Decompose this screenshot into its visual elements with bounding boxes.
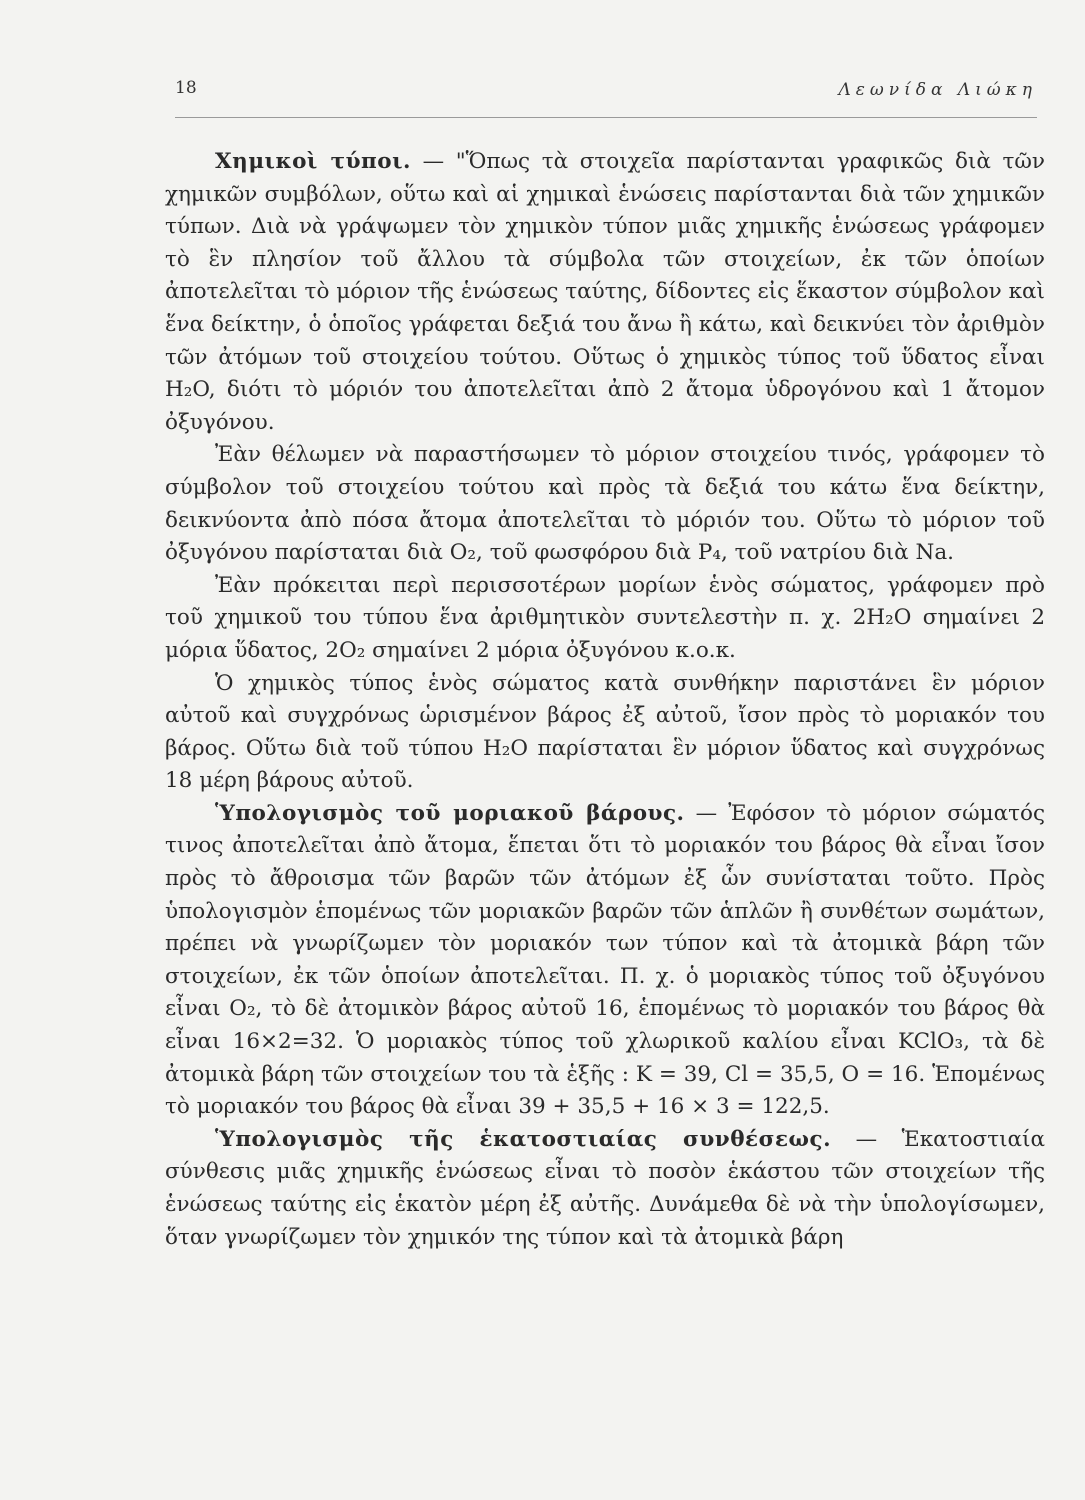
page-number: 18 [175, 78, 197, 98]
paragraph-formula-meaning [165, 668, 1045, 798]
paragraph-text: Ἐὰν πρόκειται περὶ περισσοτέρων μορίων ἑνὸς σώματος, γράφομεν πρὸ τοῦ χημικοῦ του τύπου ἕνα ἀριθμητικὸν συντελεστὴν π. χ. 2H₂O σημαίνει 2 μόρια ὕδατος, 2O₂ σημαίνει 2 μόρια ὀξυγόνου κ.ο.κ. [165, 572, 1045, 663]
page-header [175, 78, 1037, 108]
running-head: Λεωνίδα Λιώκη [838, 80, 1037, 100]
paragraph-multiple-molecules [165, 570, 1045, 668]
paragraph-molecular-weight [165, 798, 1045, 1124]
paragraph-element-molecule [165, 439, 1045, 569]
section-title-percent-composition: Ὑπολογισμὸς τῆς ἑκατοστιαίας συνθέσεως. [215, 1126, 832, 1152]
paragraph-text: — "Ὅπως τὰ στοιχεῖα παρίστανται γραφικῶς διὰ τῶν χημικῶν συμβόλων, οὕτω καὶ αἱ χημικαὶ ἑνώσεις παρίστανται διὰ τῶν χημικῶν τύπων. Διὰ νὰ γράψωμεν τὸν χημικὸν τύπον μιᾶς χημικῆς ἑνώσεως γράφομεν τὸ ἓν πλησίον τοῦ ἄλλου τὰ σύμβολα τῶν στοιχείων, ἐκ τῶν ὁποίων ἀποτελεῖται τὸ μόριον τῆς ἑνώσεως ταύτης, δίδοντες εἰς ἕκαστον σύμβολον καὶ ἕνα δείκτην, ὁ ὁποῖος γράφεται δεξιά του ἄνω ἢ κάτω, καὶ δεικνύει τὸν ἀριθμὸν τῶν ἀτόμων τοῦ στοιχείου τούτου. Οὕτως ὁ χημικὸς τύπος τοῦ ὕδατος εἶναι H₂O, διότι τὸ μόριόν του ἀποτελεῖται ἀπὸ 2 ἄτομα ὑδρογόνου καὶ 1 ἄτομον ὀξυγόνου. [165, 149, 1045, 435]
paragraph-text: Ὁ χημικὸς τύπος ἑνὸς σώματος κατὰ συνθήκην παριστάνει ἓν μόριον αὐτοῦ καὶ συγχρόνως ὡρισμένον βάρος ἐξ αὐτοῦ, ἴσον πρὸς τὸ μοριακόν του βάρος. Οὕτω διὰ τοῦ τύπου H₂O παρίσταται ἓν μόριον ὕδατος καὶ συγχρόνως 18 μέρη βάρους αὐτοῦ. [165, 670, 1045, 794]
paragraph-chemical-formulas [165, 146, 1045, 439]
section-title-chemical-formulas: Χημικοὶ τύποι. [215, 149, 411, 174]
section-title-molecular-weight: Ὑπολογισμὸς τοῦ μοριακοῦ βάρους. [215, 800, 685, 826]
paragraph-percent-composition [165, 1124, 1045, 1254]
paragraph-text: Ἐὰν θέλωμεν νὰ παραστήσωμεν τὸ μόριον στοιχείου τινός, γράφομεν τὸ σύμβολον τοῦ στοιχείου τούτου καὶ πρὸς τὰ δεξιά του κάτω ἕνα δείκτην, δεικνύοντα ἀπὸ πόσα ἄτομα ἀποτελεῖται τὸ μόριόν του. Οὕτω τὸ μόριον τοῦ ὀξυγόνου παρίσταται διὰ O₂, τοῦ φωσφόρου διὰ P₄, τοῦ νατρίου διὰ Na. [165, 442, 1045, 566]
paragraph-text: — Ἐφόσον τὸ μόριον σώματός τινος ἀποτελεῖται ἀπὸ ἄτομα, ἕπεται ὅτι τὸ μοριακόν του βάρος θὰ εἶναι ἴσον πρὸς τὸ ἄθροισμα τῶν βαρῶν τῶν ἀτόμων ἐξ ὧν συνίσταται τοῦτο. Πρὸς ὑπολογισμὸν ἑπομένως τῶν μοριακῶν βαρῶν τῶν ἁπλῶν ἢ συνθέτων σωμάτων, πρέπει νὰ γνωρίζωμεν τὸν μοριακόν των τύπον καὶ τὰ ἀτομικὰ βάρη τῶν στοιχείων, ἐκ τῶν ὁποίων ἀποτελεῖται. Π. χ. ὁ μοριακὸς τύπος τοῦ ὀξυγόνου εἶναι O₂, τὸ δὲ ἀτομικὸν βάρος αὐτοῦ 16, ἑπομένως τὸ μοριακόν του βάρος θὰ εἶναι 16×2=32. Ὁ μοριακὸς τύπος τοῦ χλωρικοῦ καλίου εἶναι KClO₃, τὰ δὲ ἀτομικὰ βάρη τῶν στοιχείων του τὰ ἑξῆς : K = 39, Cl = 35,5, O = 16. Ἑπομένως τὸ μοριακόν του βάρος θὰ εἶναι 39 + 35,5 + 16 × 3 = 122,5. [165, 800, 1045, 1120]
body-text [165, 146, 1045, 1254]
header-rule [175, 117, 1037, 118]
paragraph-text: — Ἑκατοστιαία σύνθεσις μιᾶς χημικῆς ἑνώσεως εἶναι τὸ ποσὸν ἑκάστου τῶν στοιχείων τῆς ἑνώσεως ταύτης εἰς ἑκατὸν μέρη ἐξ αὐτῆς. Δυνάμεθα δὲ νὰ τὴν ὑπολογίσωμεν, ὅταν γνωρίζωμεν τὸν χημικόν της τύπον καὶ τὰ ἀτομικὰ βάρη [165, 1126, 1045, 1250]
